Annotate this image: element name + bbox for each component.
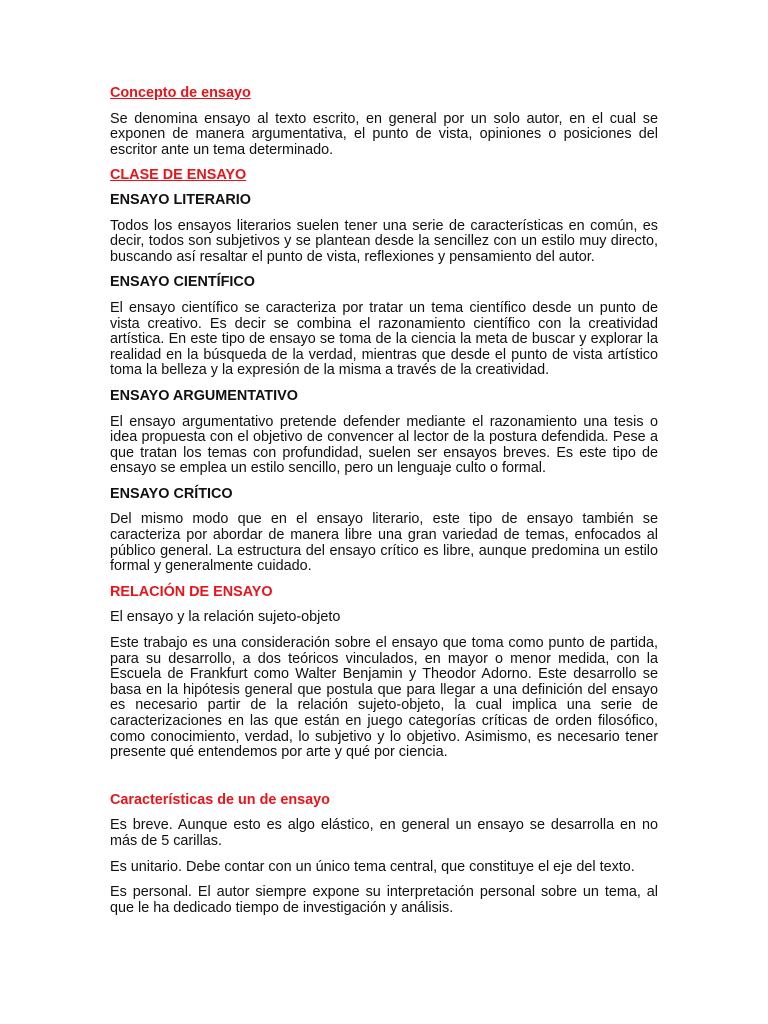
literario-paragraph: Todos los ensayos literarios suelen tener una serie de características en común, es decir, todos son subjetivos y se plantean desde la sencillez con un estilo muy directo, buscando así resaltar el punto de vista, reflexiones y pensamiento del autor. [110, 217, 658, 265]
clase-heading: CLASE DE ENSAYO [110, 167, 247, 184]
literario-heading: ENSAYO LITERARIO [110, 191, 251, 208]
caracteristica-item: Es unitario. Debe contar con un único tema central, que constituye el eje del texto. [110, 858, 635, 875]
cientifico-paragraph: El ensayo científico se caracteriza por tratar un tema científico desde un punto de vista creativo. Es decir se combina el razonamiento científico con la creatividad artística. En este tipo de ensayo se toma de la ciencia la meta de buscar y explorar la realidad en la búsqueda de la verdad, mientras que desde el punto de vista artístico toma la belleza y la expresión de la misma a través de la creatividad. [110, 299, 658, 379]
concepto-paragraph: Se denomina ensayo al texto escrito, en general por un solo autor, en el cual se exponen de manera argumentativa, el punto de vista, opiniones o posiciones del escritor ante un tema determinado. [110, 110, 658, 158]
caracteristicas-heading: Características de un de ensayo [110, 791, 330, 808]
document-page [110, 86, 658, 916]
relacion-heading: RELACIÓN DE ENSAYO [110, 583, 273, 600]
critico-heading: ENSAYO CRÍTICO [110, 485, 233, 502]
caracteristica-item: Es breve. Aunque esto es algo elástico, en general un ensayo se desarrolla en no más de 5 carillas. [110, 817, 658, 849]
cientifico-heading: ENSAYO CIENTÍFICO [110, 274, 255, 291]
caracteristica-item: Es personal. El autor siempre expone su interpretación personal sobre un tema, al que le ha dedicado tiempo de investigación y análisis. [110, 884, 658, 916]
argumentativo-heading: ENSAYO ARGUMENTATIVO [110, 387, 298, 404]
argumentativo-paragraph: El ensayo argumentativo pretende defender mediante el razonamiento una tesis o idea propuesta con el objetivo de convencer al lector de la postura defendida. Pese a que tratan los temas con profundidad, suelen ser ensayos breves. Es este tipo de ensayo se emplea un estilo sencillo, pero un lenguaje culto o formal. [110, 413, 658, 477]
relacion-subtitle: El ensayo y la relación sujeto-objeto [110, 609, 341, 626]
critico-paragraph: Del mismo modo que en el ensayo literario, este tipo de ensayo también se caracteriza por abordar de manera libre una gran variedad de temas, enfocados al público general. La estructura del ensayo crítico es libre, aunque predomina un estilo formal y generalmente cuidado. [110, 511, 658, 575]
relacion-paragraph: Este trabajo es una consideración sobre el ensayo que toma como punto de partida, para su desarrollo, a dos teóricos vinculados, en mayor o menor medida, con la Escuela de Frankfurt como Walter Benjamin y Theodor Adorno. Este desarrollo se basa en la hipótesis general que postula que para llegar a una definición del ensayo es necesario partir de la relación sujeto-objeto, la cual implica una serie de caracterizaciones en las que están en juego categorías críticas de orden filosófico, como conocimiento, verdad, lo subjetivo y lo objetivo. Asimismo, es necesario tener presente qué entendemos por arte y qué por ciencia. [110, 635, 658, 761]
concepto-heading: Concepto de ensayo [110, 85, 251, 101]
